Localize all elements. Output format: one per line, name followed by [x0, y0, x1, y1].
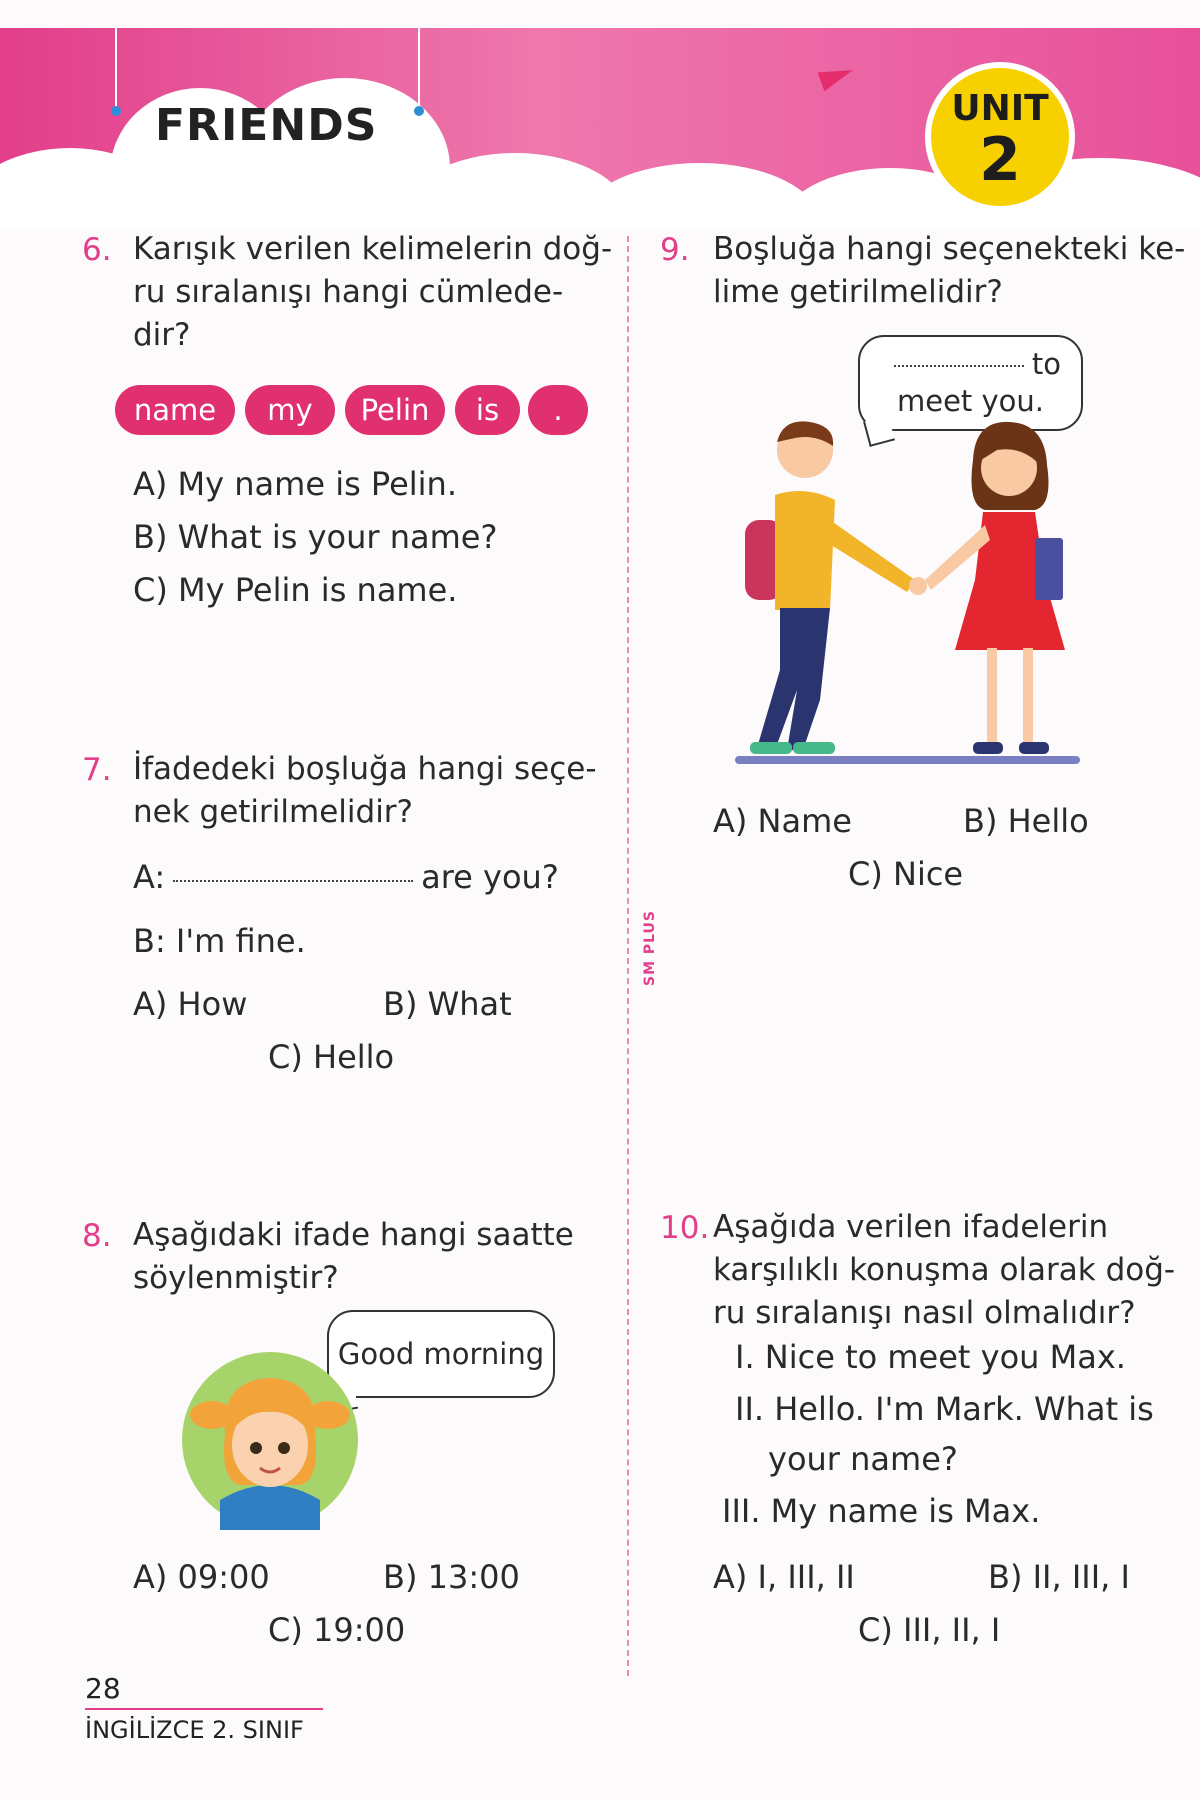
bubble-line-2: meet you. [896, 384, 1045, 418]
answer-option: C) My Pelin is name. [133, 571, 458, 609]
question-text-line: ru sıralanışı nasıl olmalıdır? [713, 1295, 1136, 1331]
question-text-line: Karışık verilen kelimelerin doğ- [133, 231, 613, 267]
answer-option: A) I, III, II [713, 1558, 855, 1596]
question-text-line: dir? [133, 317, 191, 353]
bubble-line-1 [880, 345, 1061, 383]
page-title: FRIENDS [155, 100, 378, 151]
word-card: name [115, 385, 235, 435]
answer-option: B) What is your name? [133, 518, 498, 556]
children-handshake-illustration [735, 420, 1095, 770]
word-card: is [455, 385, 520, 435]
question-text-line: ru sıralanışı hangi cümlede- [133, 274, 564, 310]
answer-option: C) Nice [848, 855, 964, 893]
book-title: İNGİLİZCE 2. SINIF [85, 1716, 304, 1744]
statement-item: III. My name is Max. [722, 1492, 1041, 1530]
statement-item: II. Hello. I'm Mark. What is [735, 1390, 1154, 1428]
statement-item: your name? [768, 1440, 958, 1478]
answer-option: A) 09:00 [133, 1558, 270, 1596]
question-text-line: Boşluğa hangi seçenekteki ke- [713, 231, 1186, 267]
question-text-line: karşılıklı konuşma olarak doğ- [713, 1252, 1176, 1288]
paper-plane-icon [818, 61, 857, 91]
question-text-line: lime getirilmelidir? [713, 274, 1003, 310]
statement-item: I. Nice to meet you Max. [735, 1338, 1126, 1376]
word-card: . [528, 385, 588, 435]
hanging-pin [414, 106, 424, 116]
question-7-text [133, 748, 597, 834]
question-10-number: 10. [660, 1210, 710, 1246]
answer-option: C) III, II, I [858, 1611, 1001, 1649]
footer-rule [85, 1708, 323, 1710]
question-10-text [713, 1206, 1175, 1335]
answer-option: C) 19:00 [268, 1611, 406, 1649]
answer-option: A) My name is Pelin. [133, 465, 457, 503]
answer-option: B) II, III, I [988, 1558, 1130, 1596]
bubble-suffix: to [1031, 347, 1061, 381]
question-text-line: Aşağıdaki ifade hangi saatte [133, 1217, 574, 1253]
question-9-number: 9. [660, 232, 690, 268]
word-card: Pelin [345, 385, 445, 435]
side-label: SM PLUS [642, 906, 658, 990]
question-6-text [133, 228, 612, 357]
girl-avatar-illustration [180, 1350, 360, 1530]
question-text-line: Aşağıda verilen ifadelerin [713, 1209, 1109, 1245]
blank-line [894, 365, 1024, 367]
question-8-number: 8. [82, 1218, 112, 1254]
dialogue-line-a [133, 858, 559, 896]
speech-bubble [858, 335, 1083, 431]
answer-option: B) What [383, 985, 512, 1023]
question-8-text [133, 1214, 574, 1300]
unit-label: UNIT [951, 88, 1049, 129]
hanging-string [418, 28, 420, 110]
answer-option: A) How [133, 985, 248, 1023]
page-number: 28 [85, 1672, 121, 1705]
answer-option: B) Hello [963, 802, 1089, 840]
question-9-text [713, 228, 1185, 314]
hanging-string [115, 28, 117, 110]
question-text-line: İfadedeki boşluğa hangi seçe- [133, 751, 597, 787]
column-divider [627, 236, 629, 1676]
unit-number: 2 [979, 125, 1021, 195]
question-text-line: söylenmiştir? [133, 1260, 339, 1296]
question-6-number: 6. [82, 232, 112, 268]
answer-option: C) Hello [268, 1038, 395, 1076]
question-text-line: nek getirilmelidir? [133, 794, 413, 830]
question-7-number: 7. [82, 752, 112, 788]
unit-badge [925, 62, 1075, 212]
hanging-pin [111, 106, 121, 116]
word-card: my [245, 385, 335, 435]
speech-bubble: Good morning [327, 1310, 555, 1398]
blank-line [173, 880, 413, 882]
speaker-a: A: [133, 858, 166, 896]
answer-option: B) 13:00 [383, 1558, 520, 1596]
line-a-suffix: are you? [421, 858, 559, 896]
answer-option: A) Name [713, 802, 852, 840]
dialogue-line-b: B: I'm fine. [133, 922, 306, 960]
